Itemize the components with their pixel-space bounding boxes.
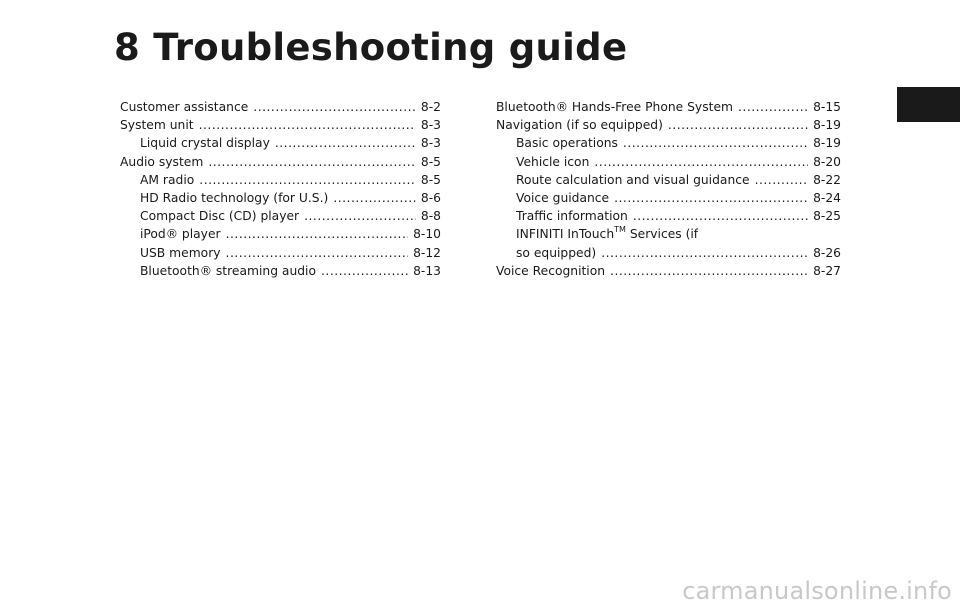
toc-subentry[interactable]: Vehicle icon ..... 8-20: [496, 153, 841, 171]
page-number: 8-5: [420, 154, 441, 169]
page-number: 8-25: [813, 209, 841, 224]
toc-subentry[interactable]: Bluetooth® streaming audio ..... 8-13: [120, 262, 441, 280]
chapter-tab-marker: [897, 87, 960, 122]
page-number: 8-3: [420, 136, 441, 151]
page-number: 8-13: [413, 263, 441, 278]
page-number: 8-12: [413, 245, 441, 260]
page-number: 8-8: [420, 209, 441, 224]
toc-subentry[interactable]: Voice guidance ..... 8-24: [496, 189, 841, 207]
toc-entry[interactable]: Customer assistance ..... 8-2: [120, 98, 441, 116]
page-number: 8-3: [420, 118, 441, 133]
toc-right-column: [496, 98, 841, 280]
page-number: 8-24: [813, 190, 841, 205]
toc-subentry-intouch-line2[interactable]: so equipped) ..... 8-26: [496, 244, 841, 262]
page-number: 8-15: [813, 100, 841, 114]
toc-entry[interactable]: System unit ..... 8-3: [120, 116, 441, 134]
toc-subentry[interactable]: USB memory ..... 8-12: [120, 244, 441, 262]
toc-subentry[interactable]: Route calculation and visual guidance ..... 8-22: [496, 171, 841, 189]
toc-entry[interactable]: Audio system ..... 8-5: [120, 153, 441, 171]
page-number: 8-10: [413, 227, 441, 242]
page-number: 8-19: [813, 136, 841, 151]
toc-entry[interactable]: Navigation (if so equipped) ..... 8-19: [496, 116, 841, 134]
page-number: 8-19: [813, 118, 841, 133]
page-title: 8 Troubleshooting guide: [114, 26, 628, 69]
page-number: 8-26: [813, 245, 841, 260]
toc-subentry[interactable]: Traffic information ..... 8-25: [496, 207, 841, 225]
toc-subentry[interactable]: HD Radio technology (for U.S.) ..... 8-6: [120, 189, 441, 207]
toc-entry[interactable]: Voice Recognition ..... 8-27: [496, 262, 841, 280]
page-number: 8-27: [813, 263, 841, 278]
toc-left-column: [120, 98, 441, 280]
toc-subentry[interactable]: Compact Disc (CD) player ..... 8-8: [120, 207, 441, 225]
page-number: 8-6: [420, 190, 441, 205]
trademark-symbol: TM: [614, 225, 626, 235]
watermark-text: carmanualsonline.info: [682, 577, 952, 605]
page-number: 8-5: [420, 172, 441, 187]
toc-subentry[interactable]: AM radio ..... 8-5: [120, 171, 441, 189]
toc-entry[interactable]: Bluetooth® Hands-Free Phone System ..... 8-15: [496, 98, 841, 116]
page-number: 8-22: [813, 172, 841, 187]
toc-subentry[interactable]: Basic operations ..... 8-19: [496, 134, 841, 152]
toc-subentry-intouch-line1[interactable]: INFINITI InTouch™ Services (if: [516, 225, 699, 242]
page-number: 8-2: [420, 100, 441, 114]
toc-subentry[interactable]: iPod® player ..... 8-10: [120, 225, 441, 243]
page-number: 8-20: [813, 154, 841, 169]
toc-subentry[interactable]: Liquid crystal display ..... 8-3: [120, 134, 441, 152]
